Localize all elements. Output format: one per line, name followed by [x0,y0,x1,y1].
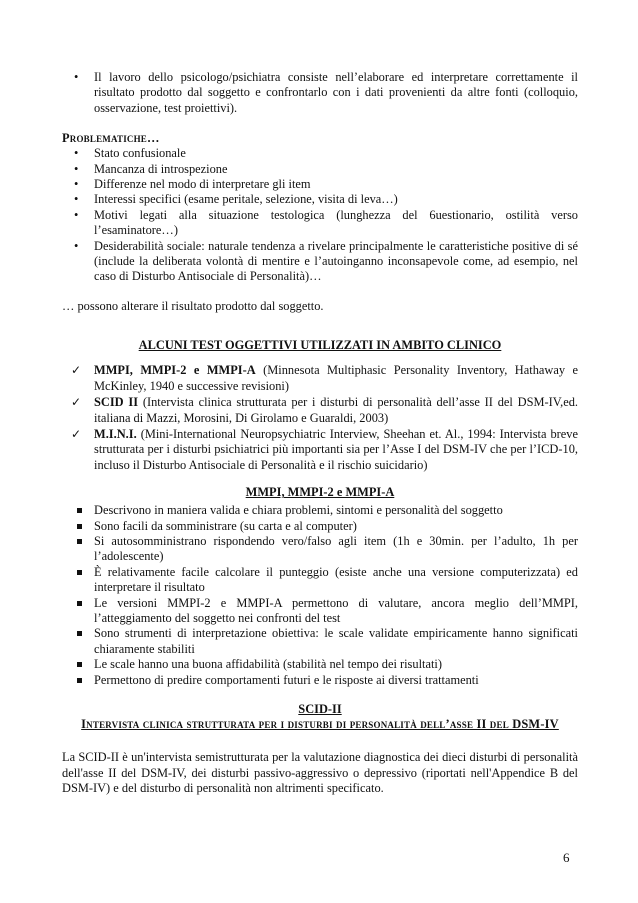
list-item: Sono facili da somministrare (su carta e al computer) [62,519,578,534]
square-bullet-icon [77,570,82,575]
scid-subtitle: Intervista clinica strutturata per i disturbi di personalità dell’asse II del DSM-IV [81,717,559,731]
list-item: Le versioni MMPI-2 e MMPI-A permettono di valutare, ancora meglio dell’MMPI, l’atteggiamento del soggetto nei confronti del test [62,596,578,627]
bullet-icon: • [74,161,79,176]
list-item: Descrivono in maniera valida e chiara problemi, sintomi e personalità del soggetto [62,503,578,518]
square-bullet-icon [77,524,82,529]
problems-title: Problematiche… [62,131,160,146]
bullet-icon: • [74,177,79,192]
problems-list [62,146,578,285]
document-page [62,70,578,797]
mmpi-list [62,503,578,688]
bullet-icon: • [74,192,79,207]
square-bullet-icon [77,662,82,667]
list-item: • Il lavoro dello psicologo/psichiatra consiste nell’elaborare ed interpretare correttamente il risultato prodotto dal soggetto e confrontarlo con i dati provenienti da altre fonti (colloquio, osservazione, test proiettivi). [74,70,578,115]
square-bullet-icon [77,631,82,636]
list-item: • Interessi specifici (esame peritale, selezione, visita di leva…) [74,192,398,207]
list-item: ✓ MMPI, MMPI-2 e MMPI-A (Minnesota Multiphasic Personality Inventory, Hathaway e McKinley, 1940 e successive revisioni) [71,363,578,393]
mmpi-heading: MMPI, MMPI-2 e MMPI-A [245,485,395,500]
list-item: • Stato confusionale [74,146,186,161]
square-bullet-icon [77,678,82,683]
list-item: È relativamente facile calcolare il punteggio (esiste anche una versione computerizzata) ed interpretare il risultato [62,565,578,596]
page-number: 6 [563,850,570,865]
tests-heading: ALCUNI TEST OGGETTIVI UTILIZZATI IN AMBITO CLINICO [138,338,502,353]
list-item: ✓ SCID II (Intervista clinica strutturata per i disturbi di personalità dell’asse II del DSM-IV,ed. italiana di Mazzi, Morosini, Di Girolamo e Guaraldi, 2003) [71,395,578,425]
bullet-icon: • [74,238,79,253]
square-bullet-icon [77,508,82,513]
square-bullet-icon [77,539,82,544]
list-item: ✓ M.I.N.I. (Mini-International Neuropsychiatric Interview, Sheehan et. Al., 1994: Intervista breve strutturata per i disturbi psichiatrici più importanti sia per l’Asse I del DSM-IV che per l’ICD-10, incluso il Disturbo Antisociale di Personalità e il rischio suicidario) [71,426,578,472]
list-item: Sono strumenti di interpretazione obiettiva: le scale validate empiricamente hanno significati chiaramente stabiliti [62,626,578,657]
checkmark-icon: ✓ [71,395,82,410]
list-item: Si autosomministrano rispondendo vero/falso agli item (1h e 30min. per l’adulto, 1h per l’adolescente) [62,534,578,565]
list-item: • Desiderabilità sociale: naturale tendenza a rivelare principalmente le caratteristiche positive di sé (include la deliberata volontà di mentire e l’autoinganno inconsapevole come, ad esempio, nel caso di Disturbo Antisociale di Personalità)… [74,238,578,284]
list-item: Permettono di predire comportamenti futuri e le risposte ai diversi trattamenti [62,673,578,688]
square-bullet-icon [77,601,82,606]
scid-body: La SCID-II è un'intervista semistrutturata per la valutazione diagnostica dei dieci disturbi di personalità dell'asse II del DSM-IV, dei disturbi passivo-aggressivo o depressivo (riportati nell'Appendice B del DSM-IV) e del disturbo di personalità non altrimenti specificato. [62,750,578,796]
checkmark-icon: ✓ [71,426,82,441]
bullet-icon: • [74,146,79,161]
bullet-icon: • [74,207,79,222]
tests-list [62,363,578,473]
bullet-icon: • [74,70,79,84]
list-item: • Mancanza di introspezione [74,161,228,176]
scid-heading: SCID-II [298,702,342,716]
intro-list [62,70,578,116]
problems-conclusion: … possono alterare il risultato prodotto dal soggetto. [62,298,324,313]
list-item: Le scale hanno una buona affidabilità (stabilità nel tempo dei risultati) [62,657,578,672]
list-item: • Differenze nel modo di interpretare gli item [74,177,311,192]
list-item: • Motivi legati alla situazione testologica (lunghezza del 6uestionario, ostilità verso l’esaminatore…) [74,207,578,238]
checkmark-icon: ✓ [71,363,82,378]
